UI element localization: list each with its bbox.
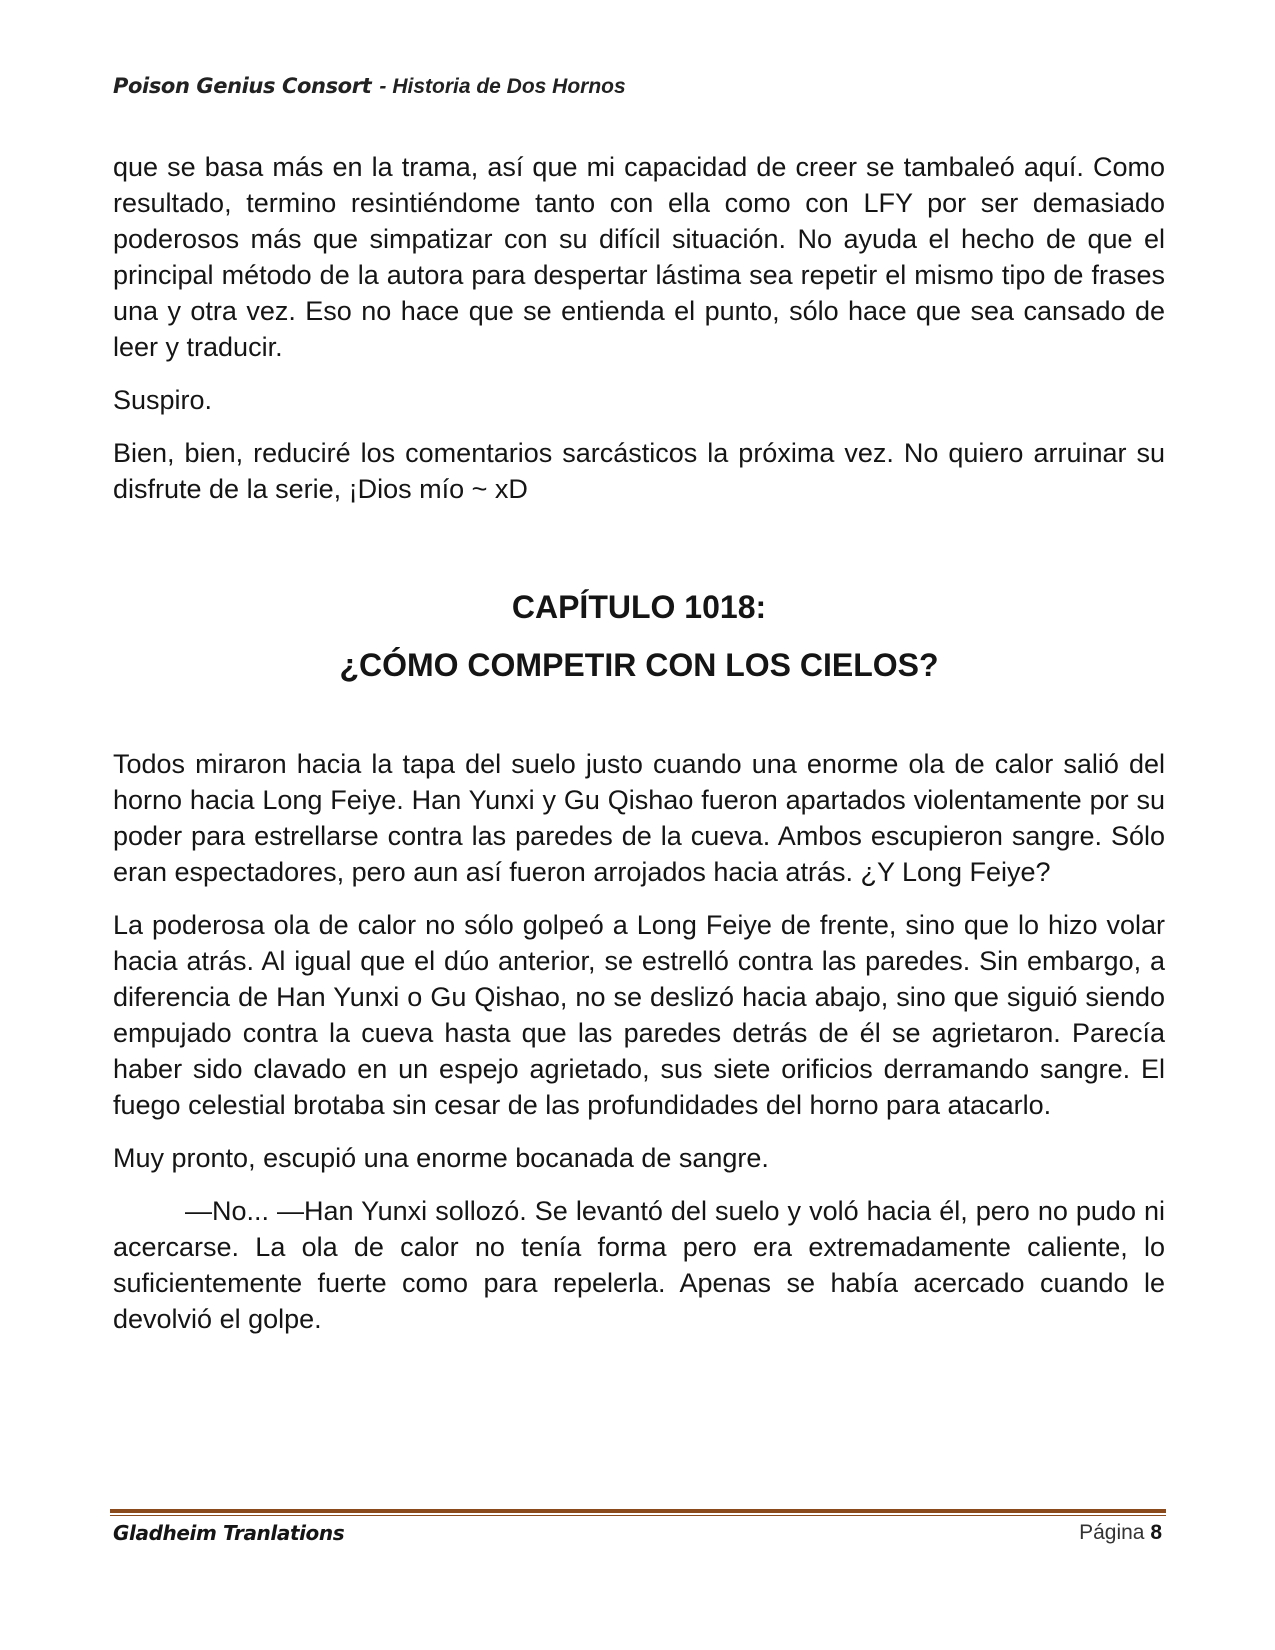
paragraph: La poderosa ola de calor no sólo golpeó a Long Feiye de frente, sino que lo hizo volar hacia atrás. Al igual que el dúo anterior, se estrelló contra las paredes. Sin embargo, a diferencia de Han Yunxi o Gu Qishao, no se deslizó hacia abajo, sino que siguió siendo empujado contra la cueva hasta que las paredes detrás de él se agrietaron. Parecía haber sido clavado en un espejo agrietado, sus siete orificios derramando sangre. El fuego celestial brotaba sin cesar de las profundidades del horno para atacarlo. <box>113 910 1165 1120</box>
paragraph: Todos miraron hacia la tapa del suelo justo cuando una enorme ola de calor salió del horno hacia Long Feiye. Han Yunxi y Gu Qishao fueron apartados violentamente por su poder para estrellarse contra las paredes de la cueva. Ambos escupieron sangre. Sólo eran espectadores, pero aun así fueron arrojados hacia atrás. ¿Y Long Feiye? <box>113 749 1165 887</box>
chapter-text-block <box>113 746 1165 1354</box>
chapter-number: CAPÍTULO 1018: <box>511 589 767 625</box>
paragraph: —No... —Han Yunxi sollozó. Se levantó del suelo y voló hacia él, pero no pudo ni acercarse. La ola de calor no tenía forma pero era extremadamente caliente, lo suficientemente fuerte como para repelerla. Apenas se había acercado cuando le devolvió el golpe. <box>113 1196 1165 1334</box>
chapter-title: ¿CÓMO COMPETIR CON LOS CIELOS? <box>339 647 939 683</box>
header-subtitle: Historia de Dos Hornos <box>392 75 626 98</box>
series-title: Poison Genius Consort <box>113 74 372 98</box>
page-number: 8 <box>1150 1521 1162 1544</box>
intro-text-block <box>113 149 1165 524</box>
paragraph: Suspiro. <box>113 385 213 415</box>
page-number-label <box>1079 1521 1162 1545</box>
page-label: Página <box>1079 1521 1145 1544</box>
footer-rule-thin <box>110 1515 1166 1516</box>
footer-credit: Gladheim Tranlations <box>113 1521 345 1545</box>
footer-rule-thick <box>110 1509 1166 1513</box>
chapter-heading <box>113 578 1165 694</box>
paragraph: Bien, bien, reduciré los comentarios sarcásticos la próxima vez. No quiero arruinar su disfrute de la serie, ¡Dios mío ~ xD <box>113 438 1165 504</box>
paragraph: Muy pronto, escupió una enorme bocanada de sangre. <box>113 1143 769 1173</box>
footer-rule <box>110 1509 1166 1517</box>
paragraph: que se basa más en la trama, así que mi capacidad de creer se tambaleó aquí. Como resultado, termino resintiéndome tanto con ella como con LFY por ser demasiado poderosos más que simpatizar con su difícil situación. No ayuda el hecho de que el principal método de la autora para despertar lástima sea repetir el mismo tipo de frases una y otra vez. Eso no hace que se entienda el punto, sólo hace que sea cansado de leer y traducir. <box>113 152 1165 362</box>
header-separator: - <box>379 75 387 98</box>
running-header <box>113 74 626 99</box>
